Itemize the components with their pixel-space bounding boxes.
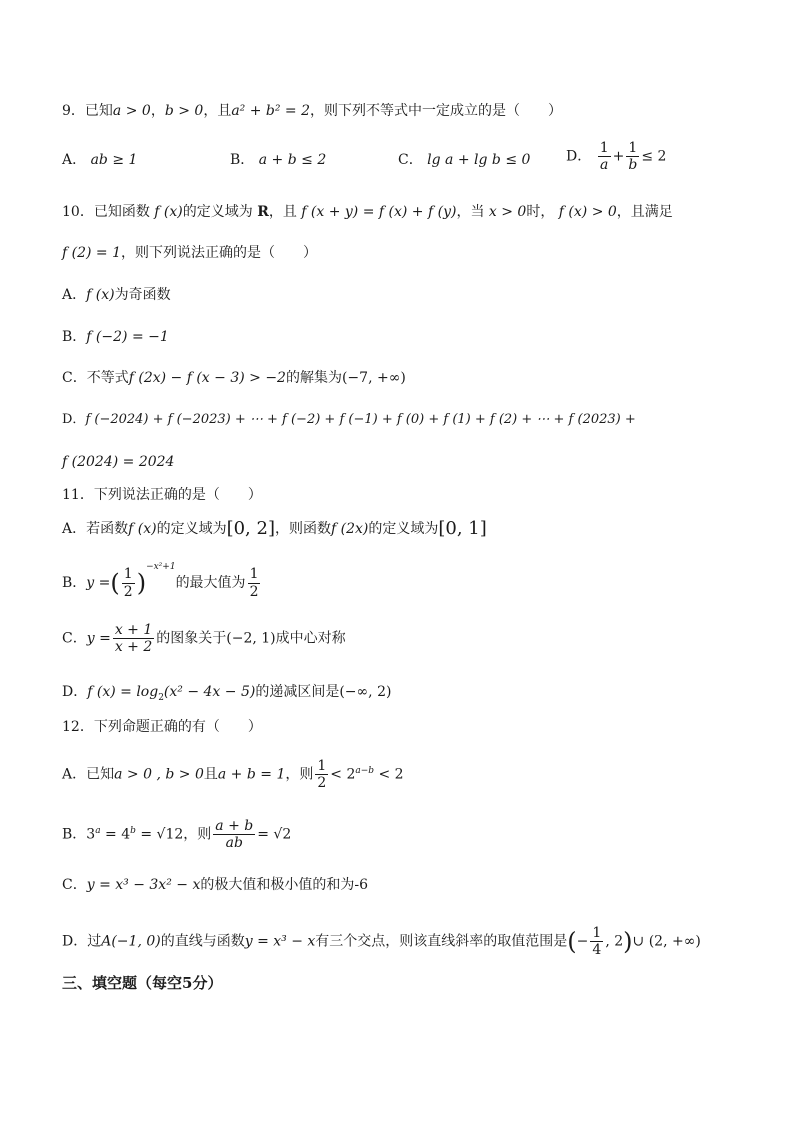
q12-option-d: D．过A(−1, 0)的直线与函数y = x³ − x有三个交点，则该直线斜率的取值范围是(− $\frac{1}{4}$ , 2)∪ (2, +∞) bbox=[62, 925, 701, 959]
q12-option-b: B．$3^a = 4^b = √12$，则 $\frac{a + b}{ab}$ = √2 bbox=[62, 818, 292, 852]
q12-number: 12． bbox=[62, 719, 94, 735]
q12-option-c: C．y = x³ − 3x² − x的极大值和极小值的和为-6 bbox=[62, 877, 368, 893]
q9-option-a: A． ab ≥ 1 bbox=[62, 152, 138, 168]
q10-option-b: B．f (−2) = −1 bbox=[62, 329, 169, 345]
q9-stem: 9．已知a > 0，b > 0，且a² + b² = 2，则下列不等式中一定成立的是（ ） bbox=[62, 103, 563, 119]
q11-number: 11． bbox=[62, 487, 94, 503]
q11-option-d: D．f $(x) = \log_2(x^2 - 4x - 5)$的递减区间是(−∞, 2) bbox=[62, 684, 392, 703]
q10-stem-line2: f (2) = 1，则下列说法正确的是（ ） bbox=[62, 245, 318, 261]
q11-option-a: A．若函数f (x)的定义域为[0, 2]，则函数f (2x)的定义域为[0, 1] bbox=[62, 518, 487, 539]
q9-number: 9． bbox=[62, 103, 85, 119]
fraction: $\frac{1}{b}$ bbox=[628, 140, 638, 174]
q10-option-d-cont: f (2024) = 2024 bbox=[62, 454, 175, 470]
q10-stem-line1: 10．已知函数 f (x)的定义域为 R，且 f (x + y) = f (x) + f (y)，当 x > 0时， f (x) > 0，且满足 bbox=[62, 204, 673, 220]
q11-option-c: C．y = $\frac{x + 1}{x + 2}$ 的图象关于(−2, 1)成中心对称 bbox=[62, 622, 346, 656]
q9-option-c: C． lg a + lg b ≤ 0 bbox=[398, 152, 531, 168]
q10-number: 10． bbox=[62, 204, 94, 220]
section-3-heading: 三、填空题（每空5分） bbox=[62, 974, 223, 992]
q10-option-d: D．f (−2024) + f (−2023) + ⋯ + f (−2) + f (−1) + f (0) + f (1) + f (2) + ⋯ + f (2023) + bbox=[62, 412, 636, 427]
fraction: $\frac{1}{a}$ bbox=[599, 140, 609, 174]
q10-option-a: A．f (x)为奇函数 bbox=[62, 287, 171, 303]
q12-option-a: A．已知a > 0 , b > 0且a + b = 1，则 $\frac{1}{2}$ < $2^{a-b} < 2$ bbox=[62, 758, 404, 792]
q11-stem: 11．下列说法正确的是（ ） bbox=[62, 487, 262, 503]
q12-stem: 12．下列命题正确的有（ ） bbox=[62, 719, 262, 735]
q9-option-b: B． a + b ≤ 2 bbox=[230, 152, 327, 168]
q10-option-c: C．不等式f (2x) − f (x − 3) > −2的解集为(−7, +∞) bbox=[62, 370, 406, 386]
q9-option-d: D． $\frac{1}{a}$ + $\frac{1}{b}$ ≤ 2 bbox=[566, 140, 667, 174]
q11-option-b: B．y =( $\frac{1}{2}$ )$^{-x^2+1}$的最大值为 $\frac{1}{2}$ bbox=[62, 562, 259, 600]
